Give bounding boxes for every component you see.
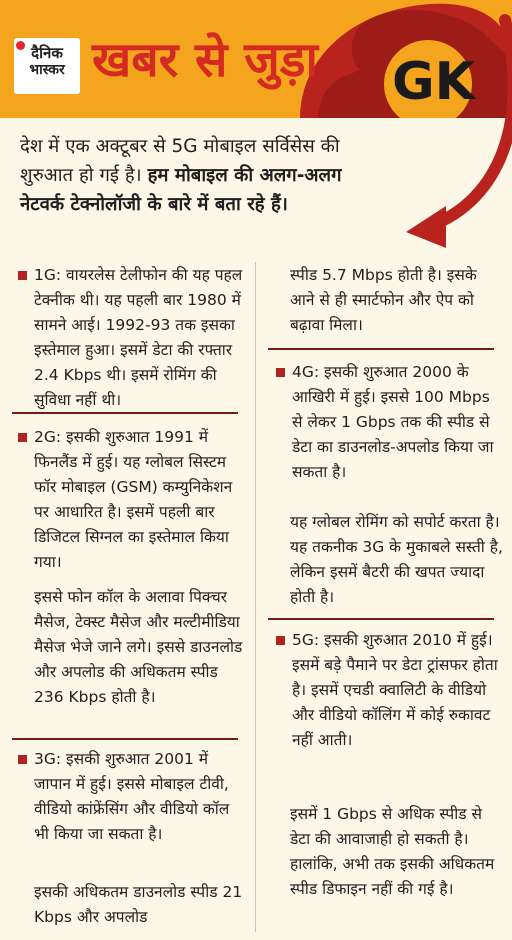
g5-text: 5G: इसकी शुरुआत 2010 में हुई। इसमें बड़े पैमाने पर डेटा ट्रांसफर होता है। इसमें एचडी क्वालिटी के वीडियो और वीडियो कॉलिंग में कोई रुकावट नहीं आती। [292, 631, 498, 749]
bullet-icon [276, 368, 285, 377]
g4-text: 4G: इसकी शुरुआत 2000 के आखिरी में हुई। इससे 100 Mbps से लेकर 1 Gbps तक की स्पीड से डेटा का डाउनलोड-अपलोड किया जा सकता है। [292, 363, 494, 481]
g3-text: 3G: इसकी शुरुआत 2001 में जापान में हुई। इससे मोबाइल टीवी, वीडियो कांफ्रेंसिंग और वीडियो कॉल भी किया जा सकता है। [34, 750, 230, 843]
logo-line2: भास्कर [29, 62, 65, 78]
g5-text2: इसमें 1 Gbps से अधिक स्पीड से डेटा की आवाजाही हो सकती है। हालांकि, अभी तक इसकी अधिकतम स्पीड डिफाइन नहीं की गई है। [290, 805, 495, 898]
g3-text2: इसकी अधिकतम डाउनलोड स्पीड 21 Kbps और अपलोड [34, 883, 243, 926]
bullet-icon [18, 433, 27, 442]
page-title: खबर से जुड़ा [92, 32, 318, 88]
intro-bold: हम मोबाइल की अलग-अलग नेटवर्क टेक्नोलॉजी के बारे में बता रहे हैं। [20, 165, 342, 215]
bullet-icon [276, 636, 285, 645]
column-divider [255, 262, 256, 932]
section-divider [268, 348, 494, 350]
section-divider [12, 738, 238, 740]
g3-text2-continued: स्पीड 5.7 Mbps होती है। इसके आने से ही स्मार्टफोन और ऐप को बढ़ावा मिला। [290, 266, 477, 334]
bullet-icon [18, 271, 27, 280]
intro-paragraph [20, 132, 356, 219]
logo-line1: दैनिक [31, 44, 63, 62]
bullet-icon [18, 755, 27, 764]
gk-badge: GK [392, 52, 475, 112]
g2-text2: इससे फोन कॉल के अलावा पिक्चर मैसेज, टेक्स्ट मैसेज और मल्टीमीडिया मैसेज भेजे जाने लगे। इससे डाउनलोड और अपलोड की अधिकतम स्पीड 236 Kbps होती है। [34, 588, 243, 706]
g1-text: 1G: वायरलेस टेलीफोन की यह पहल टेक्नीक थी। यह पहली बार 1980 में सामने आई। 1992-93 तक इसका इस्तेमाल हुआ। इसमें डेटा की रफ्तार 2.4 Kbps थी। इसमें रोमिंग की सुविधा नहीं थी। [34, 266, 243, 409]
curved-arrow-icon [0, 0, 512, 260]
g2-text: 2G: इसकी शुरुआत 1991 में फिनलैंड में हुई। यह ग्लोबल सिस्टम फॉर मोबाइल (GSM) कम्युनिकेशन पर आधारित है। इसमें पहली बार डिजिटल सिग्नल का इस्तेमाल किया गया। [34, 428, 233, 571]
g4-text2: यह ग्लोबल रोमिंग को सपोर्ट करता है। यह तकनीक 3G के मुकाबले सस्ती है, लेकिन इसमें बैटरी की खपत ज्यादा होती है। [290, 513, 503, 606]
intro-normal: देश में एक अक्टूबर से 5G मोबाइल सर्विसेस की शुरुआत हो गई है। [20, 136, 340, 186]
section-divider [268, 618, 494, 620]
section-divider [12, 412, 238, 414]
